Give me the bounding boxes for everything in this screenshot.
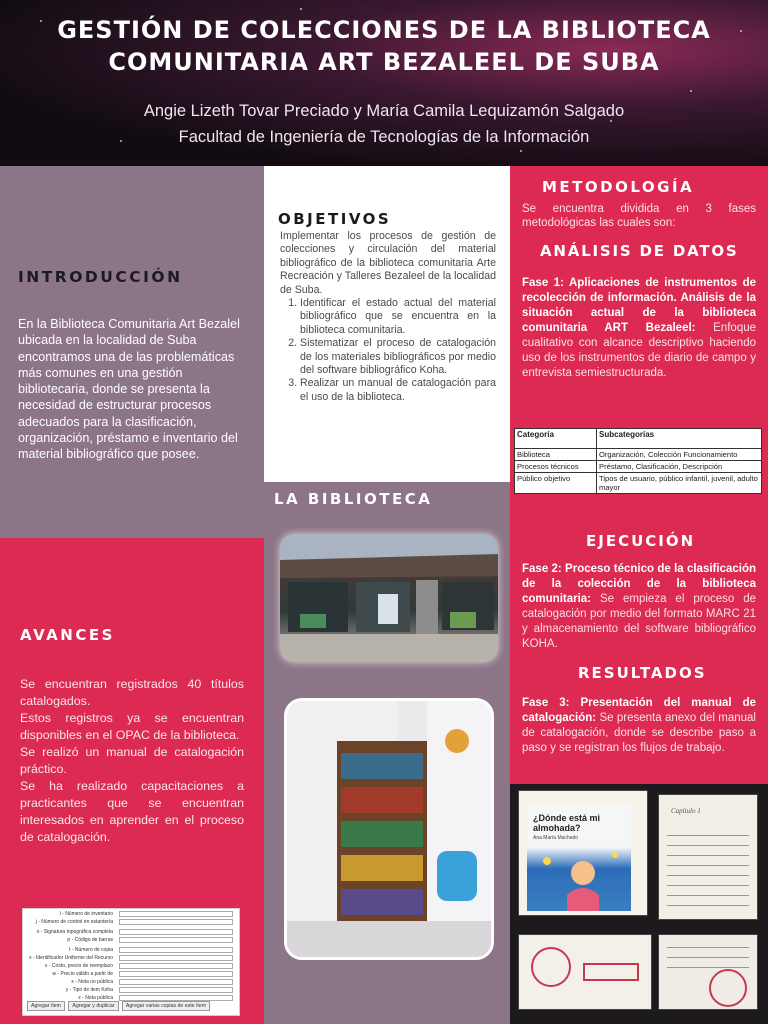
avances-heading: AVANCES — [20, 626, 115, 644]
library-storefront-photo — [280, 534, 498, 662]
authors: Angie Lizeth Tovar Preciado y María Camila Lequizamón Salgado — [143, 102, 625, 120]
objetivo-item: 2. Sistematizar el proceso de catalogación de los materiales bibliográficos por medio del software bibliográfico Koha. — [300, 337, 496, 377]
title-line-1: GESTIÓN DE COLECCIONES DE LA BIBLIOTECA — [57, 16, 711, 44]
avances-item: Se ha realizado capacitaciones a practicantes que se encuentran interesados en aprender en el proceso de catalogación. — [20, 779, 244, 844]
koha-field-row: o - Signatura topográfica completa — [27, 929, 237, 936]
koha-buttons — [27, 1001, 212, 1011]
koha-field-row: j - Número de control en estantería — [27, 919, 237, 926]
introduccion-text: En la Biblioteca Comunitaria Art Bezalel ubicada en la localidad de Suba encontramos una de las problemáticas más comunes en una gestión bibliotecaria, donde se presenta la necesidad de estructurar procesos adecuados para la clasificación, organización, préstamo e inventario del material bibliográfico que posee. — [18, 317, 240, 462]
table-cell: Organización, Colección Funcionamiento — [597, 449, 762, 461]
star-decoration — [520, 150, 522, 152]
introduccion-section — [0, 166, 264, 538]
book-cover-photo — [518, 790, 648, 916]
fase2-title: Fase 2: Proceso técnico de la clasificación de la colección de la biblioteca comunitaria: — [522, 563, 756, 605]
introduccion-heading: INTRODUCCIÓN — [18, 268, 183, 286]
fase1-block — [522, 276, 756, 381]
objetivos-heading: OBJETIVOS — [278, 210, 392, 228]
book-title: ¿Dónde está mi almohada? — [533, 813, 601, 833]
fase3-text: Se presenta anexo del manual de catalogación, donde se describe paso a paso y se registran los flujos de trabajo. — [522, 712, 756, 754]
koha-field-row: v - Costo, precio de reemplazo — [27, 963, 237, 970]
fase1-title: Fase 1: Aplicaciones de instrumentos de recolección de información. Análisis de la situación actual de la biblioteca comunitaria ART Bezaleel: — [522, 277, 756, 334]
avances-section — [0, 538, 264, 1024]
table-cell: Préstamo, Clasificación, Descripción — [597, 461, 762, 473]
fase1-text: Enfoque cualitativo con alcance descriptivo haciendo uso de los instrumentos de diario de campo y entrevista semiestructurada. — [522, 322, 757, 379]
koha-field-row: y - Tipo de item Koha — [27, 987, 237, 994]
avances-item: Se encuentran registrados 40 títulos catalogados. — [20, 677, 244, 708]
koha-field-row: w - Precio válido a partir de — [27, 971, 237, 978]
photos-section — [510, 784, 768, 1024]
koha-form-screenshot — [22, 908, 240, 1016]
koha-add-duplicate-button: Agregar y duplicar — [68, 1001, 118, 1011]
stamp-photo — [518, 934, 652, 1010]
fase3-title: Fase 3: Presentación del manual de catalogación: — [522, 697, 756, 724]
koha-add-item-button: Agregar ítem — [27, 1001, 65, 1011]
objetivos-list — [280, 297, 496, 404]
metodologia-heading: METODOLOGÍA — [542, 178, 695, 196]
faculty: Facultad de Ingeniería de Tecnologías de la Información — [178, 128, 590, 146]
page-heading: Capítulo 1 — [671, 807, 701, 815]
objetivos-intro: Implementar los procesos de gestión de colecciones y circulación del material bibliográfico de la biblioteca comunitaria Arte Recreación y Talleres Bezaleel de la localidad de Suba. — [280, 230, 496, 296]
metodologia-intro: Se encuentra dividida en 3 fases metodológicas las cuales son: — [522, 203, 756, 229]
objetivo-item: 3. Realizar un manual de catalogación para el uso de la biblioteca. — [300, 377, 496, 404]
ejecucion-heading: EJECUCIÓN — [586, 532, 696, 550]
avances-item: Se realizó un manual de catalogación práctico. — [20, 745, 244, 776]
book-cover — [527, 805, 631, 911]
fase2-text: Se empieza el proceso de catalogación por medio del formato MARC 21 y almacenamiento del software bibliográfico KOHA. — [522, 593, 757, 650]
stamp-photo — [658, 934, 758, 1010]
koha-field-row: x - Identificador Uniforme del Recurso — [27, 955, 237, 962]
avances-item: Estos registros ya se encuentran disponibles en el OPAC de la biblioteca. — [20, 711, 244, 742]
book-page-photo — [658, 794, 758, 920]
koha-field-row: z - Nota pública — [27, 995, 237, 1002]
fase3-block — [522, 696, 756, 756]
storefront-illustration — [280, 534, 498, 662]
table-cell: Biblioteca — [515, 449, 597, 461]
table-header-row — [515, 429, 762, 449]
table-header: Categoría — [515, 429, 597, 449]
book-author: Ana María Machado — [533, 835, 579, 841]
koha-field-row: x - Nota no pública — [27, 979, 237, 986]
koha-field-row: t - Número de copia — [27, 947, 237, 954]
table-cell: Público objetivo — [515, 473, 597, 494]
table-row — [515, 461, 762, 473]
metodologia-section — [510, 166, 768, 784]
categories-table — [514, 428, 762, 494]
star-decoration — [690, 90, 692, 92]
library-bookshelf-photo — [284, 698, 494, 960]
stamp-seal — [531, 947, 571, 987]
bookshelf-illustration — [287, 701, 491, 957]
header-banner — [0, 0, 768, 166]
objetivo-item: 1. Identificar el estado actual del material bibliográfico que se encuentra en la biblioteca comunitaria. — [300, 297, 496, 337]
authors-block — [0, 98, 768, 150]
koha-add-copies-button: Agregar varias copias de este ítem — [122, 1001, 210, 1011]
biblioteca-section — [264, 482, 510, 1024]
table-header: Subcategorías — [597, 429, 762, 449]
analisis-heading: ANÁLISIS DE DATOS — [540, 242, 739, 260]
objetivos-text — [280, 230, 496, 404]
table-cell: Tipos de usuario, público infantil, juvenil, adulto mayor — [597, 473, 762, 494]
star-decoration — [300, 8, 302, 10]
stamp-box — [583, 963, 639, 981]
poster-title — [20, 14, 748, 78]
biblioteca-heading: LA BIBLIOTECA — [274, 490, 433, 508]
koha-field-row: p - Código de barras — [27, 937, 237, 944]
table-row — [515, 473, 762, 494]
stamp-seal — [709, 969, 747, 1007]
objetivos-section — [264, 166, 510, 482]
title-line-2: COMUNITARIA ART BEZALEEL DE SUBA — [108, 48, 660, 76]
koha-field-row: l - Número de inventario — [27, 911, 237, 918]
table-row — [515, 449, 762, 461]
resultados-heading: RESULTADOS — [578, 664, 707, 682]
child-illustration — [527, 805, 631, 911]
fase2-block — [522, 562, 756, 652]
table-cell: Procesos técnicos — [515, 461, 597, 473]
avances-list — [20, 676, 244, 846]
